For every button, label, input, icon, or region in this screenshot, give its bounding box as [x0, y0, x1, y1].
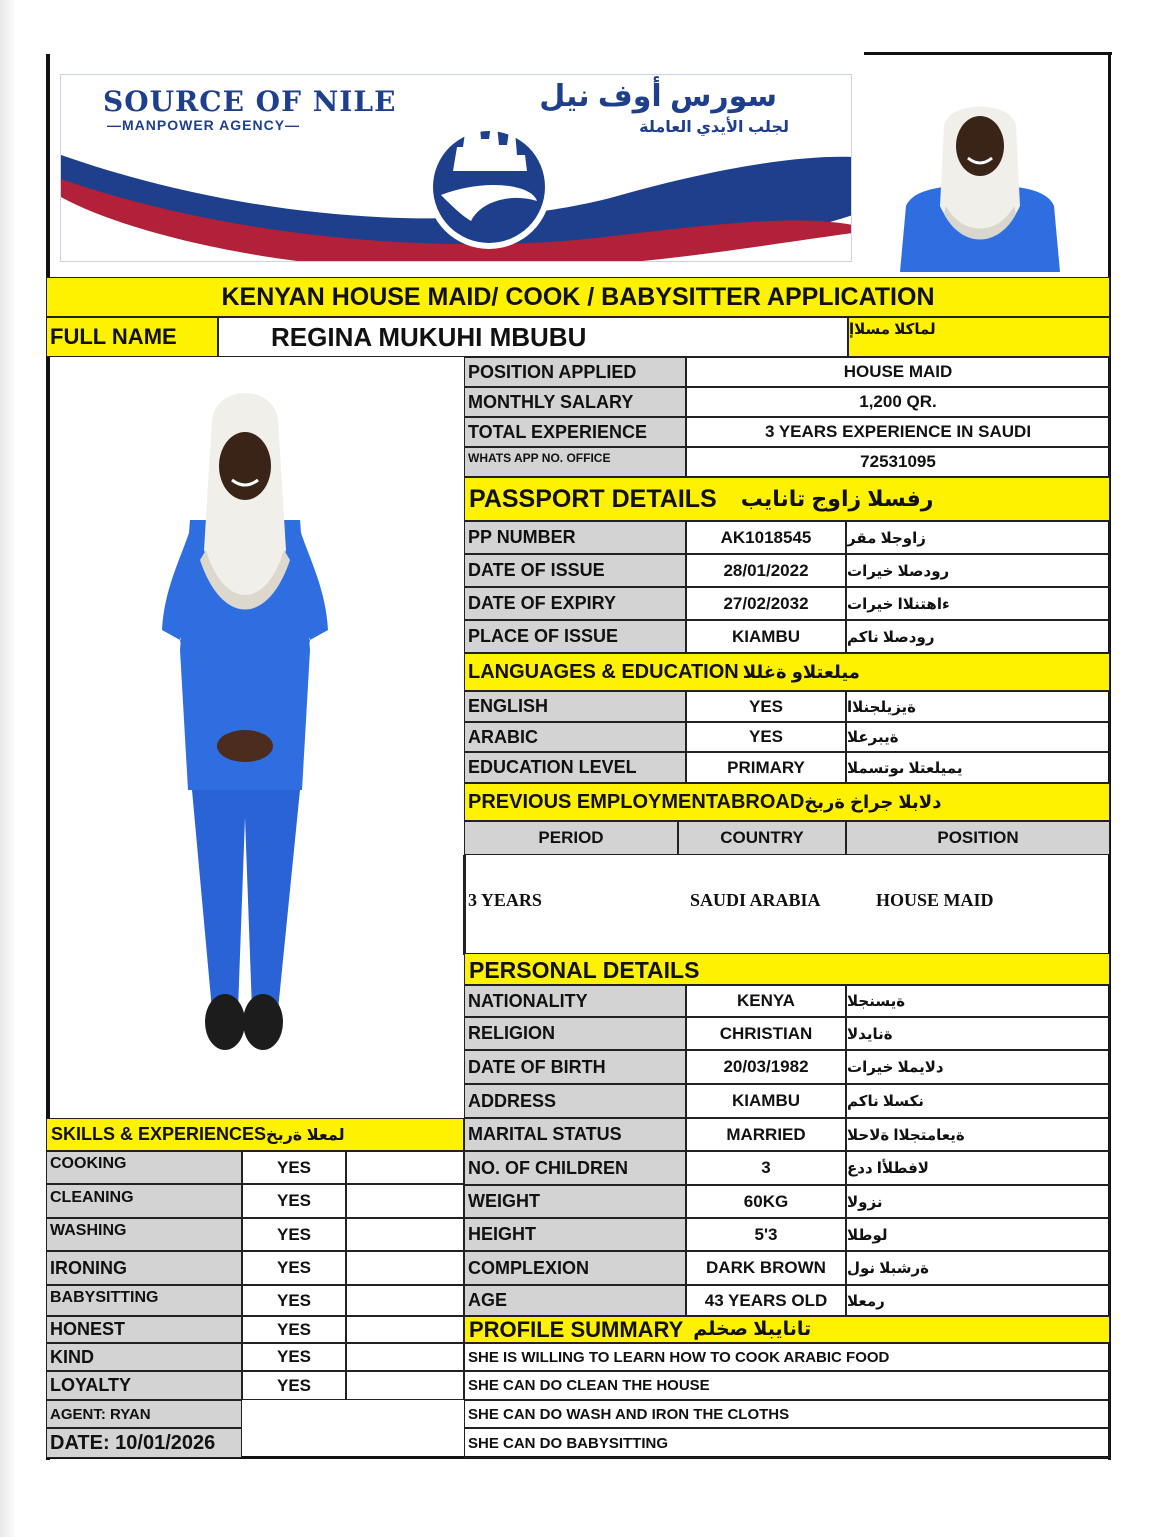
- personal-label-ar: ةنايدلا: [846, 1017, 1110, 1050]
- agency-name-en: SOURCE OF NILE: [103, 85, 397, 118]
- full-name-label-ar: لماكلا مسلاإ: [848, 317, 1110, 357]
- passport-heading-text: PASSPORT DETAILS: [469, 484, 717, 513]
- skill-value: YES: [242, 1218, 346, 1251]
- passport-label: PLACE OF ISSUE: [464, 620, 686, 653]
- passport-heading: [464, 477, 1110, 521]
- language-label-ar: ةيبرعلا: [846, 722, 1110, 752]
- personal-label: NATIONALITY: [464, 985, 686, 1017]
- job-label: MONTHLY SALARY: [464, 387, 686, 417]
- passport-label-ar: ءاهتنلاا خيرات: [846, 587, 1110, 620]
- skill-value: YES: [242, 1285, 346, 1316]
- passport-value: AK1018545: [686, 521, 846, 554]
- full-name-label: FULL NAME: [46, 317, 218, 357]
- skill-value: YES: [242, 1343, 346, 1371]
- personal-label: HEIGHT: [464, 1218, 686, 1251]
- skills-heading-text: SKILLS & EXPERIENCES: [51, 1124, 267, 1144]
- personal-value: KIAMBU: [686, 1084, 846, 1118]
- agency-tagline-ar: لجلب الأيدي العاملة: [639, 119, 789, 136]
- personal-label: WEIGHT: [464, 1185, 686, 1218]
- profile-summary-heading: [464, 1316, 1110, 1343]
- personal-label: RELIGION: [464, 1017, 686, 1050]
- skills-heading: [46, 1118, 464, 1151]
- personal-label: COMPLEXION: [464, 1251, 686, 1285]
- passport-value: 28/01/2022: [686, 554, 846, 587]
- job-label: WHATS APP NO. OFFICE: [464, 447, 686, 477]
- language-value: YES: [686, 691, 846, 722]
- personal-label-ar: دلايملا خيرات: [846, 1050, 1110, 1084]
- summary-heading-text: PROFILE SUMMARY: [469, 1316, 684, 1342]
- skill-label: COOKING: [46, 1151, 242, 1184]
- personal-label-ar: ةرشبلا نول: [846, 1251, 1110, 1285]
- agency-tagline-en: —MANPOWER AGENCY—: [107, 117, 301, 133]
- skill-blank: [346, 1151, 464, 1184]
- agent-blank: [242, 1400, 464, 1428]
- skill-blank: [346, 1218, 464, 1251]
- personal-label: ADDRESS: [464, 1084, 686, 1118]
- summary-line: SHE CAN DO CLEAN THE HOUSE: [464, 1371, 1110, 1400]
- agency-name-ar: سورس أوف نيل: [539, 80, 777, 113]
- previous-position: HOUSE MAID: [876, 890, 994, 910]
- personal-value: 60KG: [686, 1185, 846, 1218]
- passport-label: PP NUMBER: [464, 521, 686, 554]
- personal-value: 3: [686, 1151, 846, 1185]
- language-label-ar: ةيزيلجنلاا: [846, 691, 1110, 722]
- personal-value: KENYA: [686, 985, 846, 1017]
- personal-value: CHRISTIAN: [686, 1017, 846, 1050]
- language-label: ENGLISH: [464, 691, 686, 722]
- skill-value: YES: [242, 1151, 346, 1184]
- personal-label-ar: لوطلا: [846, 1218, 1110, 1251]
- personal-heading-text: PERSONAL DETAILS: [469, 957, 700, 983]
- languages-heading-ar: ميلعتلاو ةغللا: [742, 661, 860, 682]
- personal-value: 5'3: [686, 1218, 846, 1251]
- job-value: 1,200 QR.: [686, 387, 1110, 417]
- previous-employment-body: [463, 855, 466, 955]
- skill-label: HONEST: [46, 1316, 242, 1343]
- summary-line: SHE IS WILLING TO LEARN HOW TO COOK ARABIC FOOD: [464, 1343, 1110, 1371]
- skill-value: YES: [242, 1184, 346, 1218]
- job-value: 3 YEARS EXPERIENCE IN SAUDI: [686, 417, 1110, 447]
- language-value: YES: [686, 722, 846, 752]
- previous-period: 3 YEARS: [468, 890, 542, 910]
- passport-label: DATE OF EXPIRY: [464, 587, 686, 620]
- skill-value: YES: [242, 1371, 346, 1400]
- personal-details-heading: [464, 953, 1110, 985]
- passport-label-ar: زاوجلا مقر: [846, 521, 1110, 554]
- agency-logo-banner: [60, 74, 852, 262]
- summary-heading-ar: تانايبلا صخلم: [693, 1319, 812, 1340]
- passport-value: KIAMBU: [686, 620, 846, 653]
- personal-value: DARK BROWN: [686, 1251, 846, 1285]
- passport-value: 27/02/2032: [686, 587, 846, 620]
- language-value: PRIMARY: [686, 752, 846, 783]
- passport-heading-ar: رفسلا زاوج تانايب: [740, 486, 934, 511]
- skill-label: WASHING: [46, 1218, 242, 1251]
- skill-blank: [346, 1343, 464, 1371]
- personal-label: DATE OF BIRTH: [464, 1050, 686, 1084]
- previous-col-header: COUNTRY: [678, 821, 846, 855]
- frame-top-right: [864, 52, 1112, 55]
- skill-blank: [346, 1285, 464, 1316]
- personal-label-ar: نكسلا ناكم: [846, 1084, 1110, 1118]
- skill-label: IRONING: [46, 1251, 242, 1285]
- skill-blank: [346, 1184, 464, 1218]
- skills-heading-ar: لمعلا ةربخ: [266, 1126, 345, 1144]
- previous-employment-heading: [464, 783, 1110, 821]
- personal-label-ar: نزولا: [846, 1185, 1110, 1218]
- personal-label-ar: رمعلا: [846, 1285, 1110, 1316]
- personal-value: MARRIED: [686, 1118, 846, 1151]
- skill-label: CLEANING: [46, 1184, 242, 1218]
- page-edge-shadow: [0, 0, 14, 1537]
- passport-label-ar: رودصلا خيرات: [846, 554, 1110, 587]
- passport-label: DATE OF ISSUE: [464, 554, 686, 587]
- job-label: POSITION APPLIED: [464, 357, 686, 387]
- personal-value: 20/03/1982: [686, 1050, 846, 1084]
- personal-label: AGE: [464, 1285, 686, 1316]
- passport-label-ar: رودصلا ناكم: [846, 620, 1110, 653]
- full-name-value: REGINA MUKUHI MBUBU: [218, 317, 848, 357]
- portrait-photo: [892, 96, 1068, 272]
- language-label: EDUCATION LEVEL: [464, 752, 686, 783]
- personal-label-ar: ةيسنجلا: [846, 985, 1110, 1017]
- skill-blank: [346, 1251, 464, 1285]
- skill-label: KIND: [46, 1343, 242, 1371]
- language-label: ARABIC: [464, 722, 686, 752]
- full-body-photo: [150, 390, 340, 1060]
- summary-line: SHE CAN DO WASH AND IRON THE CLOTHS: [464, 1400, 1110, 1428]
- agent-label: AGENT: RYAN: [46, 1400, 242, 1428]
- languages-heading: [464, 653, 1110, 691]
- skill-value: YES: [242, 1316, 346, 1343]
- language-label-ar: يميلعتلا ىوتسملا: [846, 752, 1110, 783]
- personal-label: MARITAL STATUS: [464, 1118, 686, 1151]
- previous-heading-ar: دلابلا جراخ ةربخ: [804, 791, 942, 812]
- document-date: DATE: 10/01/2026: [46, 1428, 242, 1458]
- job-value: HOUSE MAID: [686, 357, 1110, 387]
- agency-tagline-en-text: MANPOWER AGENCY: [122, 117, 286, 133]
- previous-col-header: PERIOD: [464, 821, 678, 855]
- previous-col-header: POSITION: [846, 821, 1110, 855]
- languages-heading-text: LANGUAGES & EDUCATION: [468, 660, 739, 683]
- skill-blank: [346, 1371, 464, 1400]
- skill-label: LOYALTY: [46, 1371, 242, 1400]
- personal-label-ar: لافطلأا ددع: [846, 1151, 1110, 1185]
- application-title: KENYAN HOUSE MAID/ COOK / BABYSITTER APPLICATION: [46, 277, 1110, 317]
- job-value: 72531095: [686, 447, 1110, 477]
- job-label: TOTAL EXPERIENCE: [464, 417, 686, 447]
- previous-heading-text: PREVIOUS EMPLOYMENTABROAD: [468, 790, 805, 813]
- personal-label-ar: ةيعامتجلاا ةلاحلا: [846, 1118, 1110, 1151]
- skill-value: YES: [242, 1251, 346, 1285]
- previous-country: SAUDI ARABIA: [690, 890, 821, 910]
- skill-label: BABYSITTING: [46, 1285, 242, 1316]
- skill-blank: [346, 1316, 464, 1343]
- personal-label: NO. OF CHILDREN: [464, 1151, 686, 1185]
- summary-line: SHE CAN DO BABYSITTING: [464, 1428, 1110, 1458]
- personal-value: 43 YEARS OLD: [686, 1285, 846, 1316]
